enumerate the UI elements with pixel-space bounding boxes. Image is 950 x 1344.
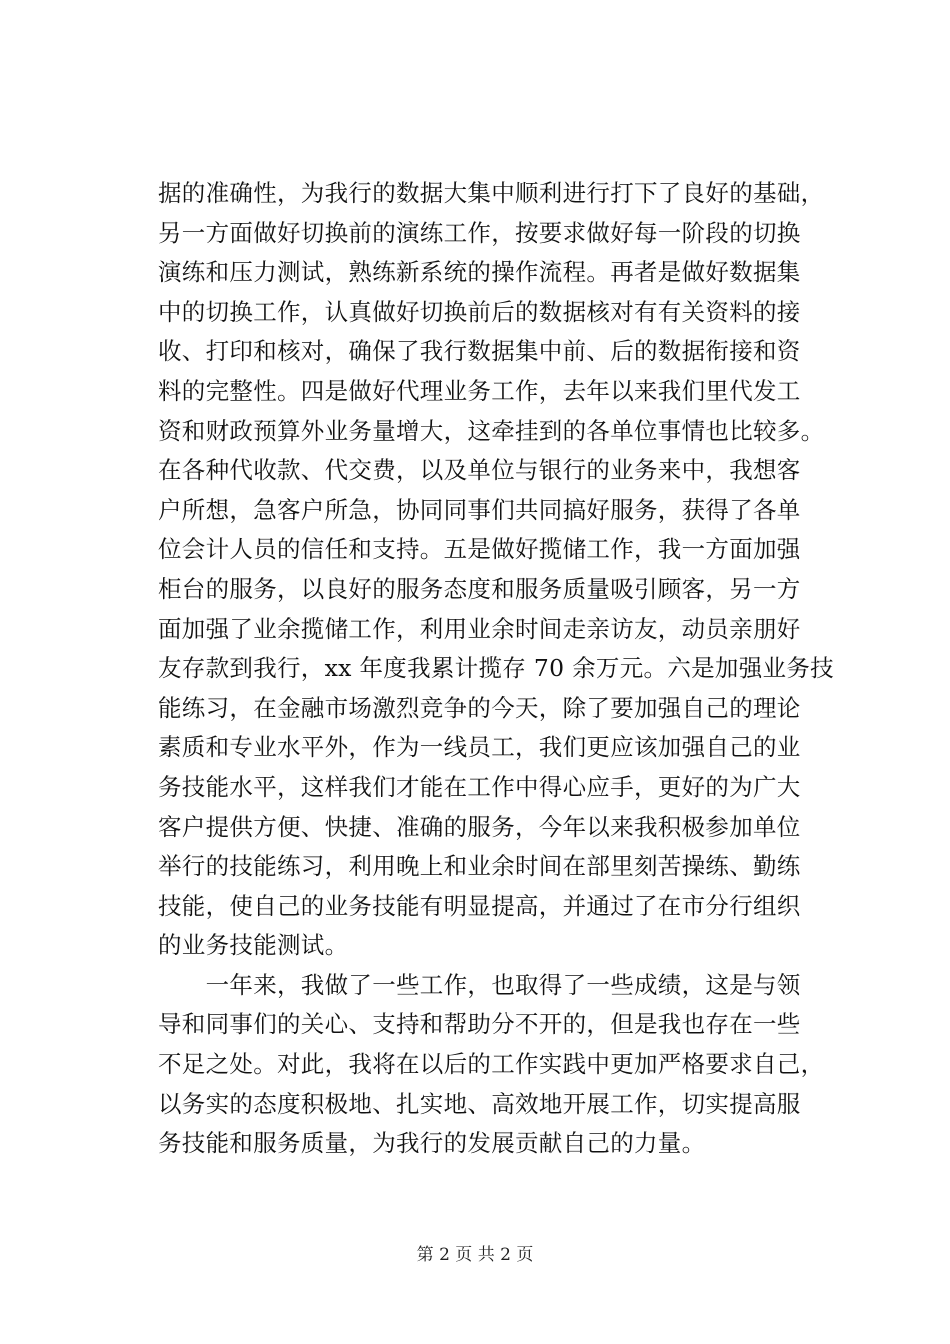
body-line: 举行的技能练习，利用晚上和业余时间在部里刻苦操练、勤练 — [158, 852, 801, 881]
body-line: 据的准确性，为我行的数据大集中顺利进行打下了良好的基础， — [158, 179, 825, 207]
body-line: 另一方面做好切换前的演练工作，按要求做好每一阶段的切换 — [158, 218, 801, 247]
body-line: 友存款到我行，xx 年度我累计揽存 70 余万元。六是加强业务技 — [158, 654, 834, 683]
body-line: 导和同事们的关心、支持和帮助分不开的，但是我也存在一些 — [158, 1010, 801, 1039]
body-line: 务技能和服务质量，为我行的发展贡献自己的力量。 — [158, 1129, 706, 1158]
body-line: 在各种代收款、代交费，以及单位与银行的业务来中，我想客 — [158, 456, 801, 485]
body-line: 收、打印和核对，确保了我行数据集中前、后的数据衔接和资 — [158, 337, 801, 366]
body-line: 素质和专业水平外，作为一线员工，我们更应该加强自己的业 — [158, 733, 801, 762]
body-line: 中的切换工作，认真做好切换前后的数据核对有有关资料的接 — [158, 297, 801, 326]
body-line: 柜台的服务，以良好的服务态度和服务质量吸引顾客，另一方 — [158, 574, 801, 603]
body-line: 户所想，急客户所急，协同同事们共同搞好服务，获得了各单 — [158, 495, 801, 524]
body-line: 不足之处。对此，我将在以后的工作实践中更加严格要求自己， — [158, 1050, 825, 1079]
body-line: 资和财政预算外业务量增大，这牵挂到的各单位事情也比较多。 — [158, 416, 825, 445]
body-line: 技能，使自己的业务技能有明显提高，并通过了在市分行组织 — [158, 891, 801, 920]
body-line: 以务实的态度积极地、扎实地、高效地开展工作，切实提高服 — [158, 1089, 801, 1118]
body-line: 一年来，我做了一些工作，也取得了一些成绩，这是与领 — [158, 970, 801, 999]
body-line: 客户提供方便、快捷、准确的服务，今年以来我积极参加单位 — [158, 812, 801, 841]
body-line: 务技能水平，这样我们才能在工作中得心应手，更好的为广大 — [158, 772, 801, 801]
body-line: 位会计人员的信任和支持。五是做好揽储工作，我一方面加强 — [158, 535, 801, 564]
body-line: 能练习，在金融市场激烈竞争的今天，除了要加强自己的理论 — [158, 693, 801, 722]
document-body — [158, 174, 834, 1164]
body-line: 料的完整性。四是做好代理业务工作，去年以来我们里代发工 — [158, 376, 801, 405]
page-number-footer: 第 2 页 共 2 页 — [416, 1245, 534, 1265]
body-line: 演练和压力测试，熟练新系统的操作流程。再者是做好数据集 — [158, 258, 801, 287]
body-line: 的业务技能测试。 — [158, 931, 349, 960]
body-line: 面加强了业余揽储工作，利用业余时间走亲访友，动员亲朋好 — [158, 614, 801, 643]
